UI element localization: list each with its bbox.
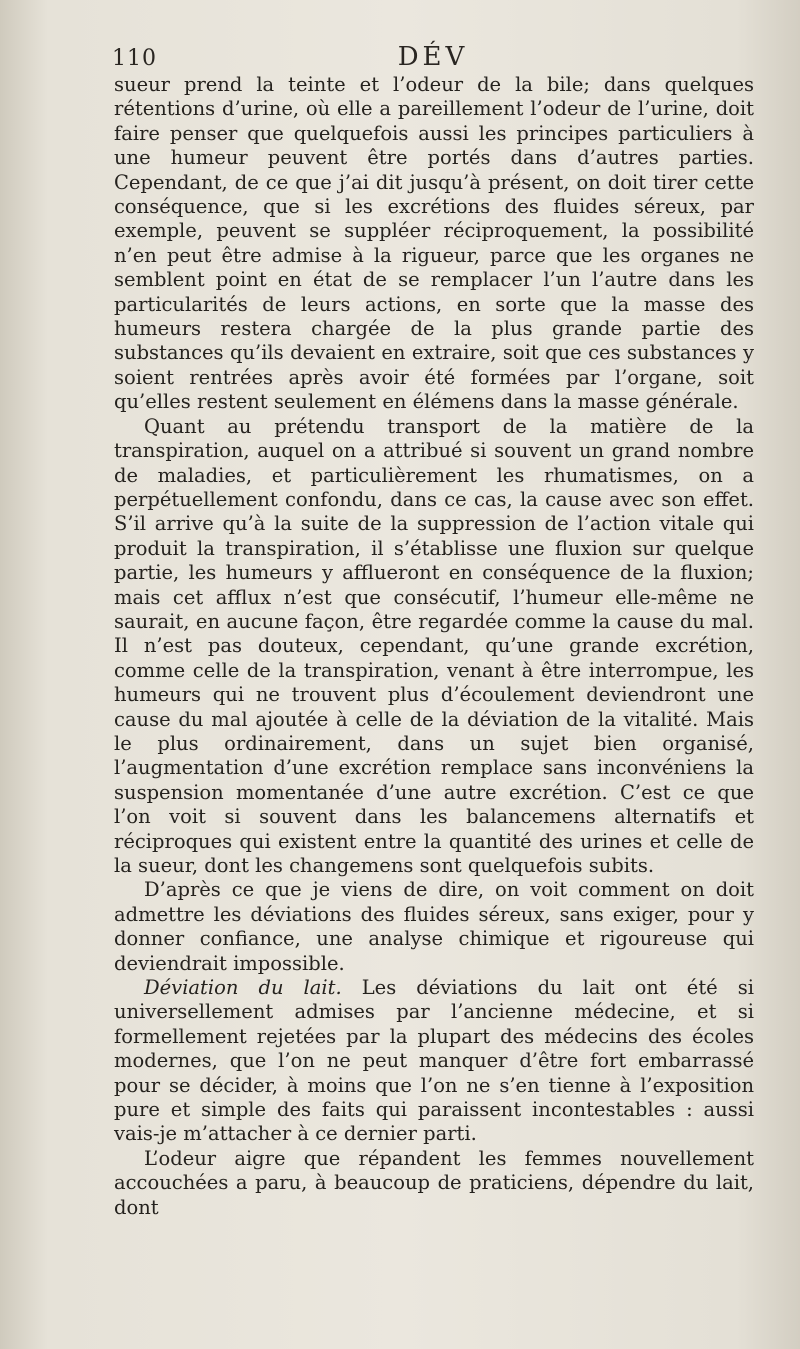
paragraph-2: Quant au prétendu transport de la matière de la transpiration, auquel on a attribué si souvent un grand nombre de maladies, et particulièrement les rhumatismes, on a perpétuellement confondu, dans ce cas, la cause avec son effet. S’il arrive qu’à la suite de la suppression de l’action vitale qui produit la transpiration, il s’établisse une fluxion sur quelque partie, les humeurs y afflueront en conséquence de la fluxion; mais cet afflux n’est que consécutif, l’humeur elle-même ne saurait, en aucune façon, être regardée comme la cause du mal. Il n’est pas douteux, cependant, qu’une grande excrétion, comme celle de la transpiration, venant à être interrompue, les humeurs qui ne trouvent plus d’écoulement deviendront une cause du mal ajoutée à celle de la déviation de la vitalité. Mais le plus ordinairement, dans un sujet bien organisé, l’augmentation d’une excrétion remplace sans inconvéniens la suspension momentanée d’une autre excrétion. C’est ce que l’on voit si souvent dans les balancemens alternatifs et réciproques qui existent entre la quantité des urines et celle de la sueur, dont les changemens sont quelquefois subits. bbox=[114, 414, 754, 877]
paragraph-4 bbox=[114, 976, 754, 1147]
paragraph-5: L’odeur aigre que répandent les femmes nouvellement accouchées a paru, à beaucoup de praticiens, dépendre du lait, dont bbox=[114, 1146, 754, 1219]
page-number: 110 bbox=[112, 46, 157, 71]
page-header bbox=[112, 40, 754, 74]
paragraph-1: sueur prend la teinte et l’odeur de la bile; dans quelques rétentions d’urine, où elle a pareillement l’odeur de l’urine, doit faire penser que quelquefois aussi les principes particuliers à une humeur peuvent être portés dans d’autres parties. Cependant, de ce que j’ai dit jusqu’à présent, on doit tirer cette conséquence, que si les excrétions des fluides séreux, par exemple, peuvent se suppléer réciproquement, la possibilité n’en peut être admise à la rigueur, parce que les organes ne semblent point en état de se remplacer l’un l’autre dans les particularités de leurs actions, en sorte que la masse des humeurs restera chargée de la plus grande partie des substances qu’ils devaient en extraire, soit que ces substances y soient rentrées après avoir été formées par l’organe, soit qu’elles restent seulement en élémens dans la masse générale. bbox=[114, 73, 754, 414]
paragraph-4-text: Les déviations du lait ont été si universellement admises par l’ancienne médecine, et si formellement rejetées par la plupart des médecins des écoles modernes, que l’on ne peut manquer d’être fort embarrassé pour se décider, à moins que l’on ne s’en tienne à l’exposition pure et simple des faits qui paraissent incontestables : aussi vais-je m’attacher à ce dernier parti. bbox=[114, 976, 755, 1146]
running-head: DÉV bbox=[397, 42, 469, 72]
paragraph-3: D’après ce que je viens de dire, on voit comment on doit admettre les déviations des fluides séreux, sans exiger, pour y donner confiance, une analyse chimique et rigoureuse qui deviendrait impossible. bbox=[114, 878, 754, 975]
body-text bbox=[114, 73, 754, 1220]
section-heading-italic: Déviation du lait. bbox=[144, 976, 342, 1000]
